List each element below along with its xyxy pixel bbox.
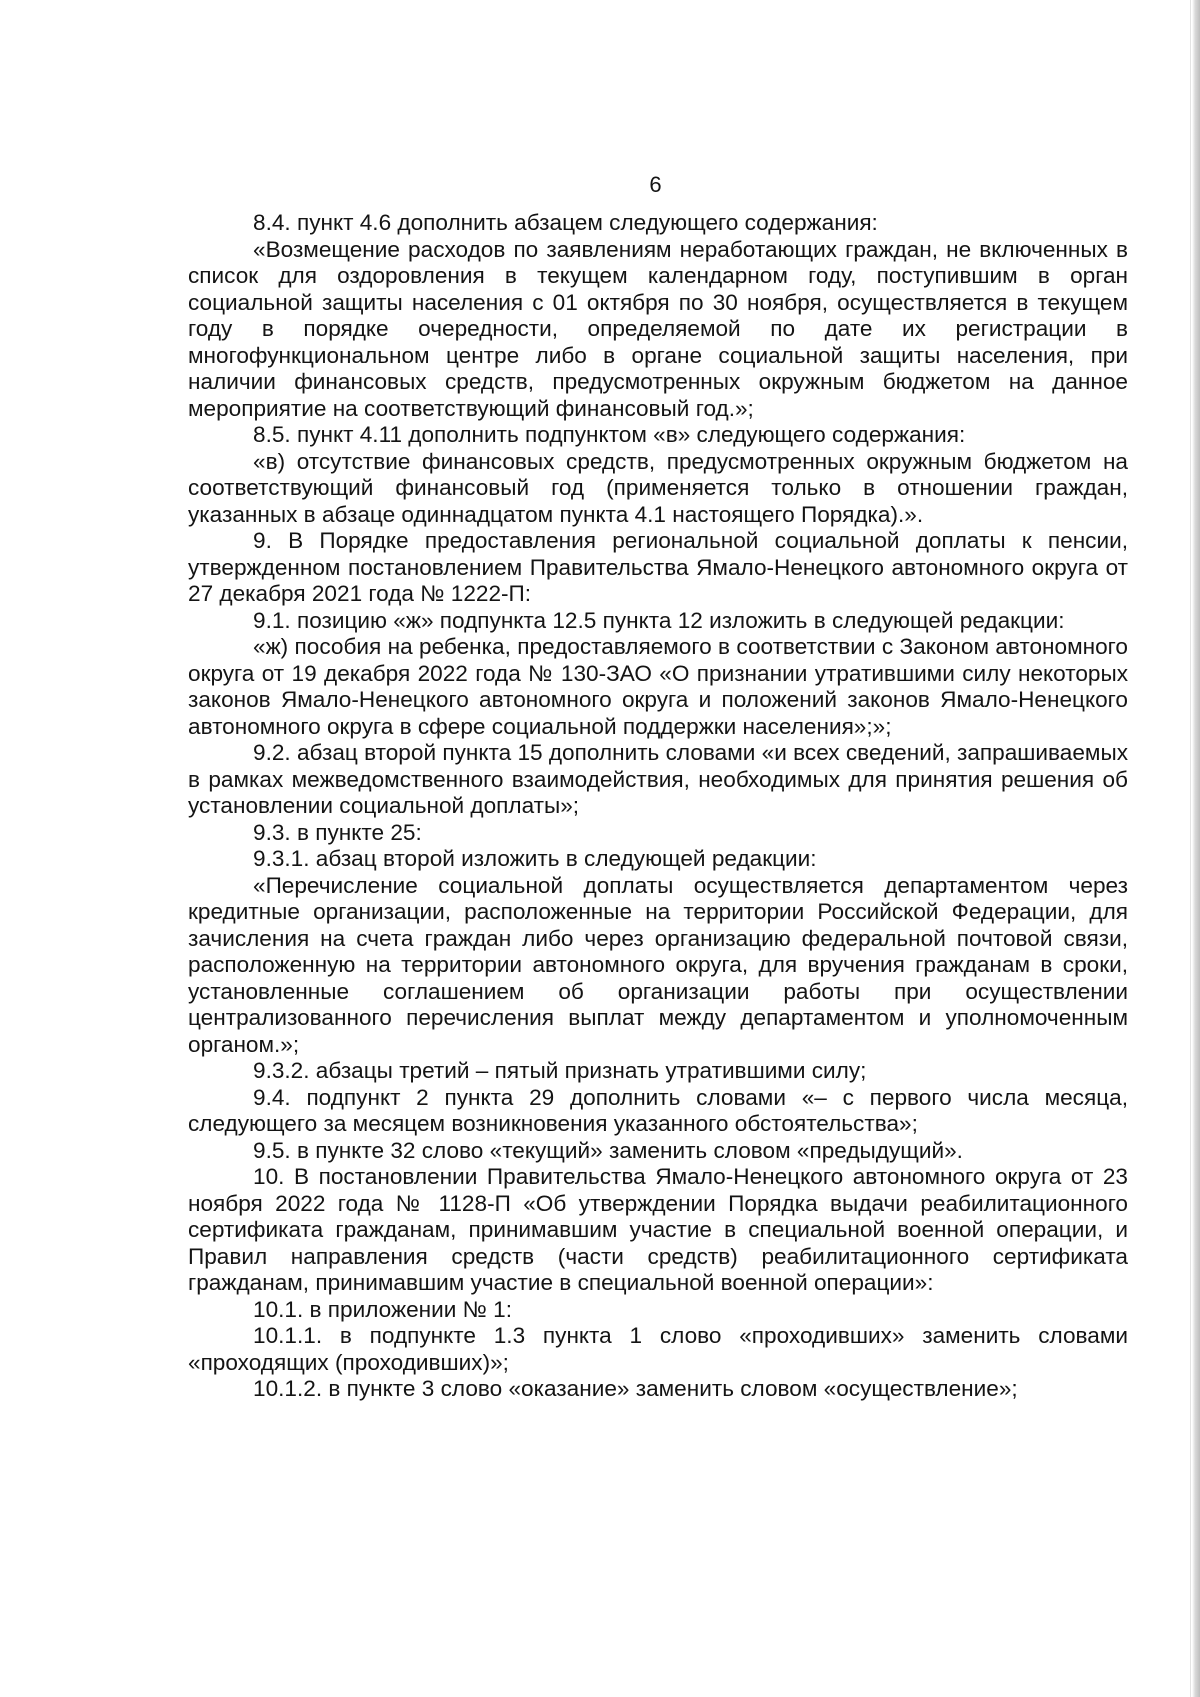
paragraph-8-4: 8.4. пункт 4.6 дополнить абзацем следующего содержания: bbox=[253, 210, 878, 235]
paragraph-9-3: 9.3. в пункте 25: bbox=[253, 819, 422, 845]
paragraph-10-1-1: 10.1.1. в подпункте 1.3 пункта 1 слово «проходивших» заменить словами «проходящих (проходивших)»; bbox=[188, 1323, 1128, 1375]
paragraph-9-1-text: «ж) пособия на ребенка, предоставляемого в соответствии с Законом автономного округа от 19 декабря 2022 года № 130-ЗАО «О признании утратившими силу некоторых законов Ямало-Ненецкого автономного округа и положений законов Ямало-Ненецкого автономного округа в сфере социальной поддержки населения»;»; bbox=[188, 634, 1128, 739]
paragraph-9-2: 9.2. абзац второй пункта 15 дополнить словами «и всех сведений, запрашиваемых в рамках межведомственного взаимодействия, необходимых для принятия решения об установлении социальной доплаты»; bbox=[188, 740, 1128, 818]
paragraph-9-1: 9.1. позицию «ж» подпункта 12.5 пункта 12 изложить в следующей редакции: bbox=[253, 607, 1065, 633]
paragraph-8-4-text: «Возмещение расходов по заявлениям неработающих граждан, не включенных в список для оздоровления в текущем календарном году, поступившим в орган социальной защиты населения с 01 октября по 30 ноября, осуществляется в текущем году в порядке очередности, определяемой по дате их регистрации в многофункциональном центре либо в органе социальной защиты населения, при наличии финансовых средств, предусмотренных окружным бюджетом на данное мероприятие на соответствующий финансовый год.»; bbox=[188, 236, 1128, 421]
paragraph-10: 10. В постановлении Правительства Ямало-Ненецкого автономного округа от 23 ноября 2022 года № 1128-П «Об утверждении Порядка выдачи реабилитационного сертификата гражданам, принимавшим участие в специальной военной операции, и Правил направления средств (части средств) реабилитационного сертификата гражданам, принимавшим участие в специальной военной операции»: bbox=[188, 1164, 1128, 1295]
paragraph-9-3-2: 9.3.2. абзацы третий – пятый признать утратившими силу; bbox=[253, 1058, 867, 1083]
paragraph-9-5: 9.5. в пункте 32 слово «текущий» заменить словом «предыдущий». bbox=[253, 1137, 963, 1163]
paragraph-9-3-1-text: «Перечисление социальной доплаты осуществляется департаментом через кредитные организации, расположенные на территории Российской Федерации, для зачисления на счета граждан либо через организацию федеральной почтовой связи, расположенную на территории автономного округа, для вручения гражданам в сроки, установленные соглашением об организации работы при осуществлении централизованного перечисления выплат между департаментом и уполномоченным органом.»; bbox=[188, 872, 1128, 1057]
paragraph-8-5: 8.5. пункт 4.11 дополнить подпунктом «в» следующего содержания: bbox=[253, 422, 966, 447]
paragraph-9-4: 9.4. подпункт 2 пункта 29 дополнить словами «– с первого числа месяца, следующего за месяцем возникновения указанного обстоятельства»; bbox=[188, 1084, 1128, 1136]
paragraph-10-1-2: 10.1.2. в пункте 3 слово «оказание» заменить словом «осуществление»; bbox=[253, 1376, 1018, 1401]
paragraph-10-1: 10.1. в приложении № 1: bbox=[253, 1296, 513, 1322]
document-body bbox=[188, 210, 1128, 1403]
paragraph-9-3-1: 9.3.1. абзац второй изложить в следующей редакции: bbox=[253, 846, 817, 871]
paragraph-9: 9. В Порядке предоставления региональной социальной доплаты к пенсии, утвержденном постановлением Правительства Ямало-Ненецкого автономного округа от 27 декабря 2021 года № 1222-П: bbox=[188, 528, 1128, 606]
page-number: 6 bbox=[649, 172, 662, 197]
page-edge-shadow bbox=[1192, 0, 1200, 1697]
page-edge-line bbox=[1190, 0, 1191, 1697]
paragraph-8-5-text: «в) отсутствие финансовых средств, предусмотренных окружным бюджетом на соответствующий финансовый год (применяется только в отношении граждан, указанных в абзаце одиннадцатом пункта 4.1 настоящего Порядка).». bbox=[188, 448, 1128, 527]
